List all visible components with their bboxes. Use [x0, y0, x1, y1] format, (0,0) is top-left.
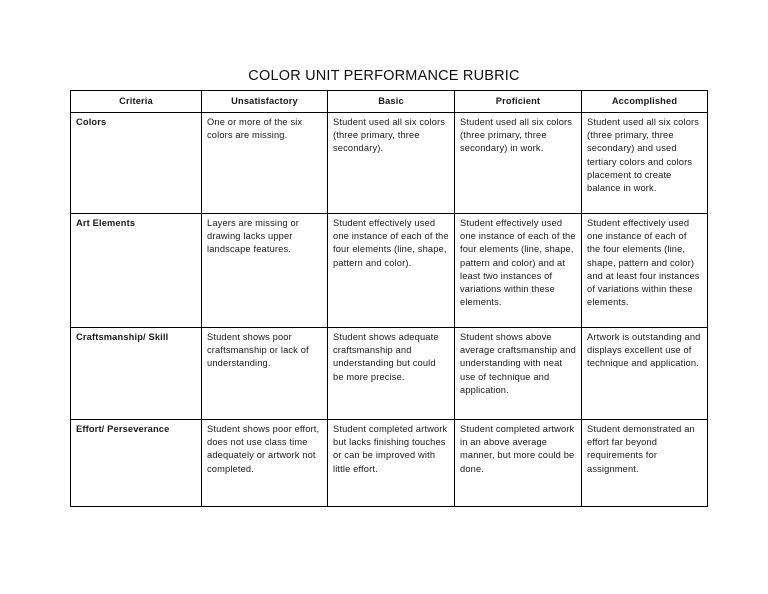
- basic-cell: Student effectively used one instance of each of the four elements (line, shape, pattern and color).: [328, 214, 455, 328]
- accomplished-cell: Student demonstrated an effort far beyond requirements for assignment.: [582, 420, 708, 507]
- table-row: [71, 214, 708, 328]
- unsatisfactory-cell: Student shows poor craftsmanship or lack of understanding.: [202, 328, 328, 420]
- header-row: [71, 91, 708, 113]
- accomplished-cell: Student effectively used one instance of each of the four elements (line, shape, pattern and color) and at least four instances of variations within these elements.: [582, 214, 708, 328]
- table-row: [71, 113, 708, 214]
- basic-cell: Student used all six colors (three primary, three secondary).: [328, 113, 455, 214]
- criteria-cell: Effort/ Perseverance: [71, 420, 202, 507]
- header-proficient: Proficient: [455, 91, 582, 113]
- accomplished-cell: Student used all six colors (three primary, three secondary) and used tertiary colors and colors placement to create balance in work.: [582, 113, 708, 214]
- proficient-cell: Student completed artwork in an above average manner, but more could be done.: [455, 420, 582, 507]
- criteria-cell: Craftsmanship/ Skill: [71, 328, 202, 420]
- header-criteria: Criteria: [71, 91, 202, 113]
- unsatisfactory-cell: Student shows poor effort, does not use class time adequately or artwork not completed.: [202, 420, 328, 507]
- unsatisfactory-cell: Layers are missing or drawing lacks upper landscape features.: [202, 214, 328, 328]
- proficient-cell: Student shows above average craftsmanship and understanding with neat use of technique and application.: [455, 328, 582, 420]
- rubric-title: COLOR UNIT PERFORMANCE RUBRIC: [248, 68, 520, 84]
- header-unsatisfactory: Unsatisfactory: [202, 91, 328, 113]
- basic-cell: Student shows adequate craftsmanship and understanding but could be more precise.: [328, 328, 455, 420]
- header-basic: Basic: [328, 91, 455, 113]
- rubric-table: [70, 90, 708, 507]
- table-row: [71, 420, 708, 507]
- proficient-cell: Student effectively used one instance of each of the four elements (line, shape, pattern and color) and at least two instances of variations within these elements.: [455, 214, 582, 328]
- header-accomplished: Accomplished: [582, 91, 708, 113]
- proficient-cell: Student used all six colors (three primary, three secondary) in work.: [455, 113, 582, 214]
- accomplished-cell: Artwork is outstanding and displays excellent use of technique and application.: [582, 328, 708, 420]
- basic-cell: Student completed artwork but lacks finishing touches or can be improved with little effort.: [328, 420, 455, 507]
- criteria-cell: Art Elements: [71, 214, 202, 328]
- unsatisfactory-cell: One or more of the six colors are missing.: [202, 113, 328, 214]
- criteria-cell: Colors: [71, 113, 202, 214]
- table-row: [71, 328, 708, 420]
